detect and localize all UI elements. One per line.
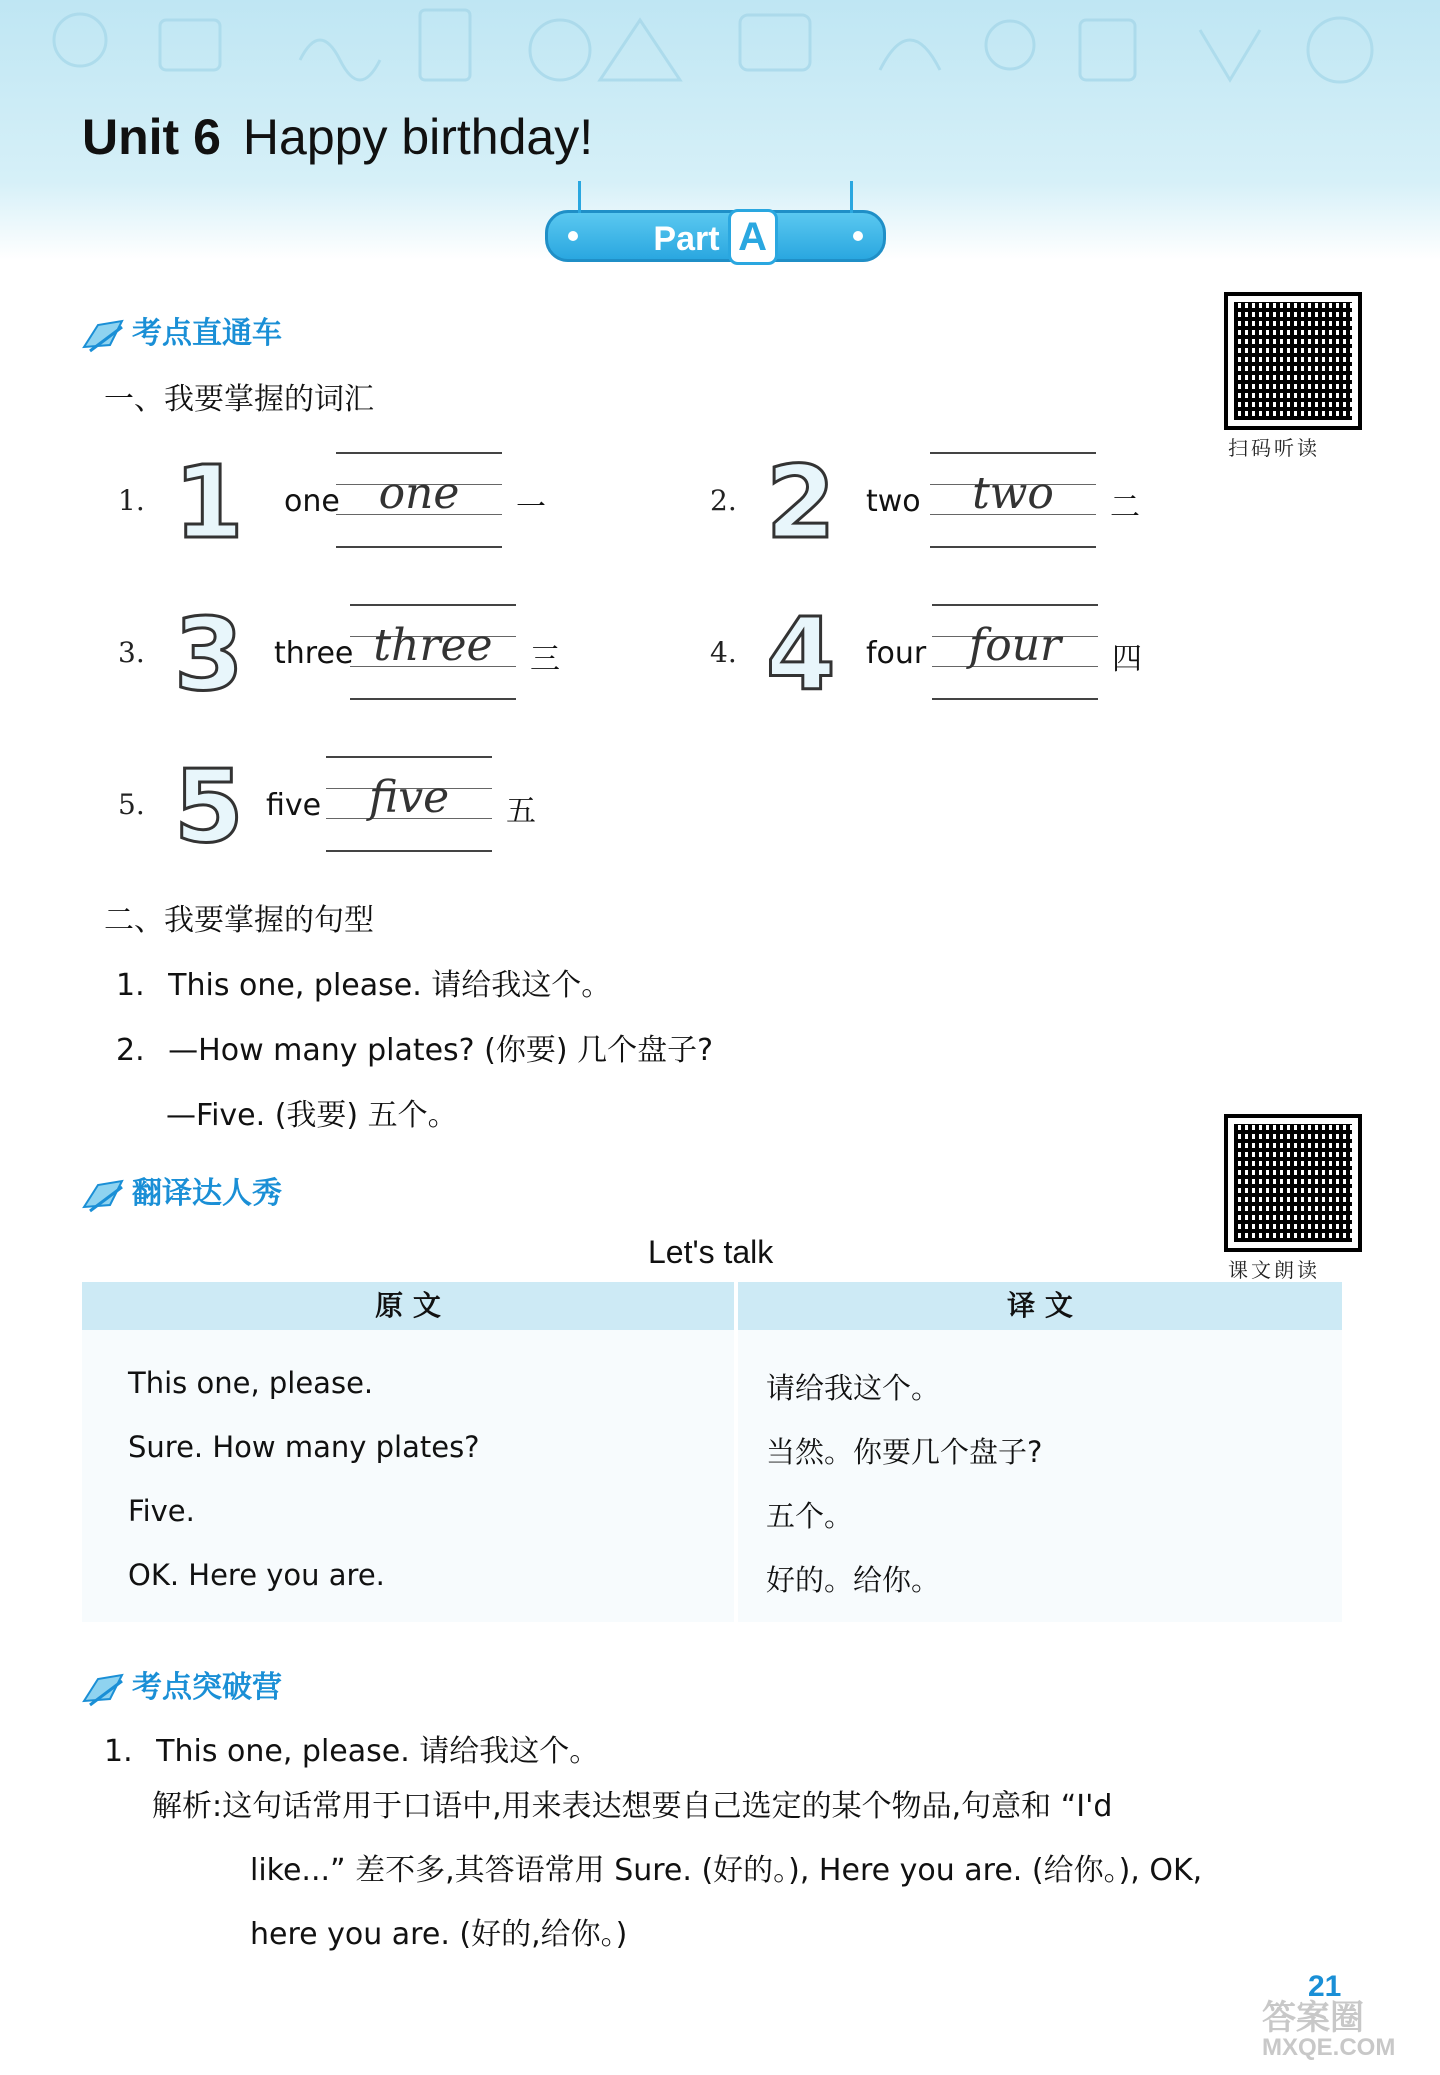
handwritten-word: two: [972, 468, 1054, 519]
handwritten-word: five: [368, 772, 450, 823]
translation-line: 请给我这个。: [766, 1371, 941, 1405]
section-heading-1: [82, 308, 282, 353]
section-heading-3: [82, 1662, 282, 1707]
vocab-number: 5.: [118, 788, 145, 821]
pin-right: [850, 181, 853, 213]
sentence-text: —Five. (我要) 五个。: [166, 1098, 458, 1133]
numeral-illustration: 1: [174, 444, 244, 561]
part-letter: A: [728, 209, 778, 265]
section-heading-2-text: 翻译达人秀: [132, 1176, 282, 1211]
numeral-illustration: 4: [766, 596, 836, 713]
column-header-original: 原 文: [82, 1282, 734, 1330]
sentence-1: [116, 960, 611, 1004]
translation-table: [82, 1282, 1342, 1622]
sentence-3: [166, 1090, 458, 1134]
page-number: 21: [1308, 1970, 1342, 2003]
vocab-chinese: 五: [506, 794, 536, 829]
original-line: Sure. How many plates?: [128, 1430, 480, 1464]
original-line: This one, please.: [128, 1366, 374, 1400]
vocab-word: four: [866, 636, 927, 671]
original-line: Five.: [128, 1494, 195, 1528]
writing-lines: [336, 452, 502, 548]
part-badge: [545, 210, 886, 262]
pen-book-icon: [82, 317, 126, 353]
writing-lines: [932, 604, 1098, 700]
qr-code-image[interactable]: [1228, 1118, 1358, 1248]
translation-line: 五个。: [766, 1499, 854, 1533]
handwritten-word: one: [378, 468, 460, 519]
unit-label: Unit 6: [82, 109, 221, 165]
vocab-word: three: [274, 636, 354, 671]
numeral-illustration: 3: [174, 596, 244, 713]
column-header-translation: 译 文: [738, 1282, 1342, 1330]
translation-line: 当然。你要几个盘子?: [766, 1435, 1043, 1469]
vocab-heading: 一、我要掌握的词汇: [104, 382, 374, 417]
watermark-url: MXQE.COM: [1262, 2034, 1396, 2061]
qr-label-listen: 扫码听读: [1228, 436, 1320, 460]
talk-title: Let's talk: [648, 1234, 774, 1270]
vocab-number: 4.: [710, 636, 737, 669]
numeral-illustration: 5: [174, 748, 244, 865]
handwritten-word: four: [968, 620, 1062, 671]
original-line: OK. Here you are.: [128, 1558, 385, 1592]
section-heading-2: [82, 1168, 282, 1213]
analysis-line-3: here you are. (好的,给你。): [250, 1917, 628, 1952]
qr-label-text: 课文朗读: [1228, 1258, 1320, 1282]
vocab-chinese: 二: [1110, 490, 1140, 525]
vocab-chinese: 一: [516, 490, 546, 525]
vocab-number: 3.: [118, 636, 145, 669]
analysis-line-1: [152, 1775, 1362, 1839]
translation-line: 好的。给你。: [766, 1563, 941, 1597]
dot-right: [853, 231, 863, 241]
qr-code-listen[interactable]: [1228, 296, 1358, 461]
pen-book-icon: [82, 1177, 126, 1213]
handwritten-word: three: [373, 620, 493, 671]
sentence-num: 1.: [116, 968, 145, 1003]
analysis-text: 这句话常用于口语中,用来表达想要自己选定的某个物品,句意和 “I'd: [222, 1789, 1113, 1824]
analysis-label: 解析:: [152, 1789, 223, 1824]
vocab-chinese: 三: [530, 642, 560, 677]
sentence-2: [116, 1025, 713, 1069]
dot-left: [568, 231, 578, 241]
sentence-text: —How many plates? (你要) 几个盘子?: [168, 1033, 714, 1068]
sentence-text: This one, please. 请给我这个。: [168, 968, 612, 1003]
numeral-illustration: 2: [766, 444, 836, 561]
vocab-word: one: [284, 484, 340, 519]
watermark-logo: 答案圈: [1262, 1999, 1364, 2037]
sentence-num: 2.: [116, 1033, 145, 1068]
item-text: This one, please. 请给我这个。: [156, 1734, 600, 1769]
section-heading-1-text: 考点直通车: [132, 316, 282, 351]
part-label: Part: [653, 219, 720, 258]
writing-lines: [350, 604, 516, 700]
unit-title: [82, 108, 593, 166]
analysis-item: [104, 1726, 599, 1770]
qr-code-text[interactable]: [1228, 1118, 1358, 1283]
vocab-chinese: 四: [1112, 642, 1142, 677]
vocab-number: 1.: [118, 484, 145, 517]
item-num: 1.: [104, 1734, 133, 1769]
analysis-line-2: like...” 差不多,其答语常用 Sure. (好的。), Here you are. (给你。), OK,: [250, 1853, 1203, 1888]
writing-lines: [326, 756, 492, 852]
vocab-word: five: [266, 788, 322, 823]
analysis-paragraph: [152, 1775, 1362, 1967]
pen-book-icon: [82, 1671, 126, 1707]
writing-lines: [930, 452, 1096, 548]
unit-name: Happy birthday!: [242, 109, 594, 165]
vocab-word: two: [866, 484, 921, 519]
sentence-heading: 二、我要掌握的句型: [104, 903, 374, 938]
qr-code-image[interactable]: [1228, 296, 1358, 426]
pin-left: [578, 181, 581, 213]
section-heading-3-text: 考点突破营: [132, 1670, 282, 1705]
vocab-number: 2.: [710, 484, 737, 517]
